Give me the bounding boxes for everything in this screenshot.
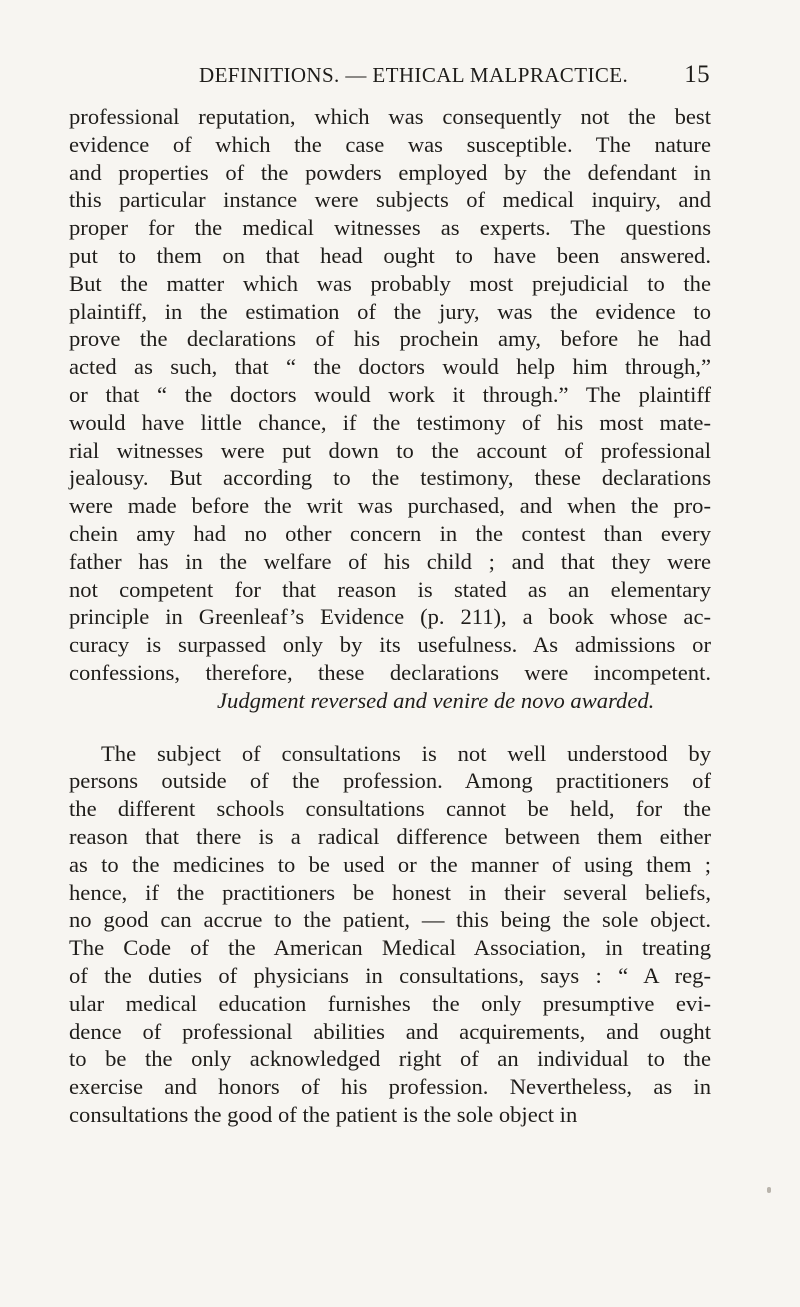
text-line: persons outside of the profession. Among practitioners of [69, 768, 711, 794]
text-line: were made before the writ was purchased, and when the pro- [69, 493, 711, 519]
running-head [199, 60, 710, 90]
text-line: the different schools consultations cannot be held, for the [69, 796, 711, 822]
paragraph-gap [69, 715, 711, 740]
text-line: evidence of which the case was susceptible. The nature [69, 131, 711, 157]
text-line: acted as such, that “ the doctors would help him through,” [69, 354, 711, 380]
text-line: The subject of consultations is not well understood by [101, 740, 711, 766]
text-line: But the matter which was probably most prejudicial to the [69, 270, 711, 296]
text-line: The Code of the American Medical Association, in treating [69, 935, 711, 961]
text-line: dence of professional abilities and acquirements, and ought [69, 1018, 711, 1044]
text-line: and properties of the powders employed by the defendant in [69, 159, 711, 185]
text-line: plaintiff, in the estimation of the jury, was the evidence to [69, 298, 711, 324]
running-head-title: DEFINITIONS. — ETHICAL MALPRACTICE. [199, 63, 629, 87]
body-text [69, 103, 711, 1129]
text-line: of the duties of physicians in consultations, says : “ A reg- [69, 962, 711, 988]
text-line: would have little chance, if the testimony of his most mate- [69, 409, 711, 435]
text-line: jealousy. But according to the testimony, these declarations [69, 465, 711, 491]
text-line: reason that there is a radical difference between them either [69, 823, 711, 849]
text-line: ular medical education furnishes the only presumptive evi- [69, 990, 711, 1016]
text-line: exercise and honors of his profession. Nevertheless, as in [69, 1074, 711, 1100]
text-line: confessions, therefore, these declarations were incompetent. [69, 659, 711, 685]
text-line: hence, if the practitioners be honest in their several beliefs, [69, 879, 711, 905]
text-line: rial witnesses were put down to the account of professional [69, 437, 711, 463]
text-line: curacy is surpassed only by its usefulness. As admissions or [69, 632, 711, 658]
page-number: 15 [684, 61, 710, 88]
text-line: consultations the good of the patient is the sole object in [69, 1101, 578, 1127]
text-line: chein amy had no other concern in the contest than every [69, 520, 711, 546]
text-line: father has in the welfare of his child ; and that they were [69, 548, 711, 574]
text-line: no good can accrue to the patient, — this being the sole object. [69, 907, 711, 933]
text-line: as to the medicines to be used or the manner of using them ; [69, 851, 711, 877]
text-line: prove the declarations of his prochein amy, before he had [69, 326, 711, 352]
text-line: principle in Greenleaf’s Evidence (p. 211), a book whose ac- [69, 604, 711, 630]
text-line: this particular instance were subjects of medical inquiry, and [69, 187, 711, 213]
text-line: proper for the medical witnesses as experts. The questions [69, 215, 711, 241]
text-line: or that “ the doctors would work it through.” The plaintiff [69, 381, 711, 407]
judgment-line: Judgment reversed and venire de novo awarded. [217, 687, 655, 713]
text-line: put to them on that head ought to have been answered. [69, 242, 711, 268]
paper-speck [767, 1187, 771, 1193]
text-line: to be the only acknowledged right of an individual to the [69, 1046, 711, 1072]
text-line: professional reputation, which was consequently not the best [69, 104, 711, 129]
text-line: not competent for that reason is stated as an elementary [69, 576, 711, 602]
